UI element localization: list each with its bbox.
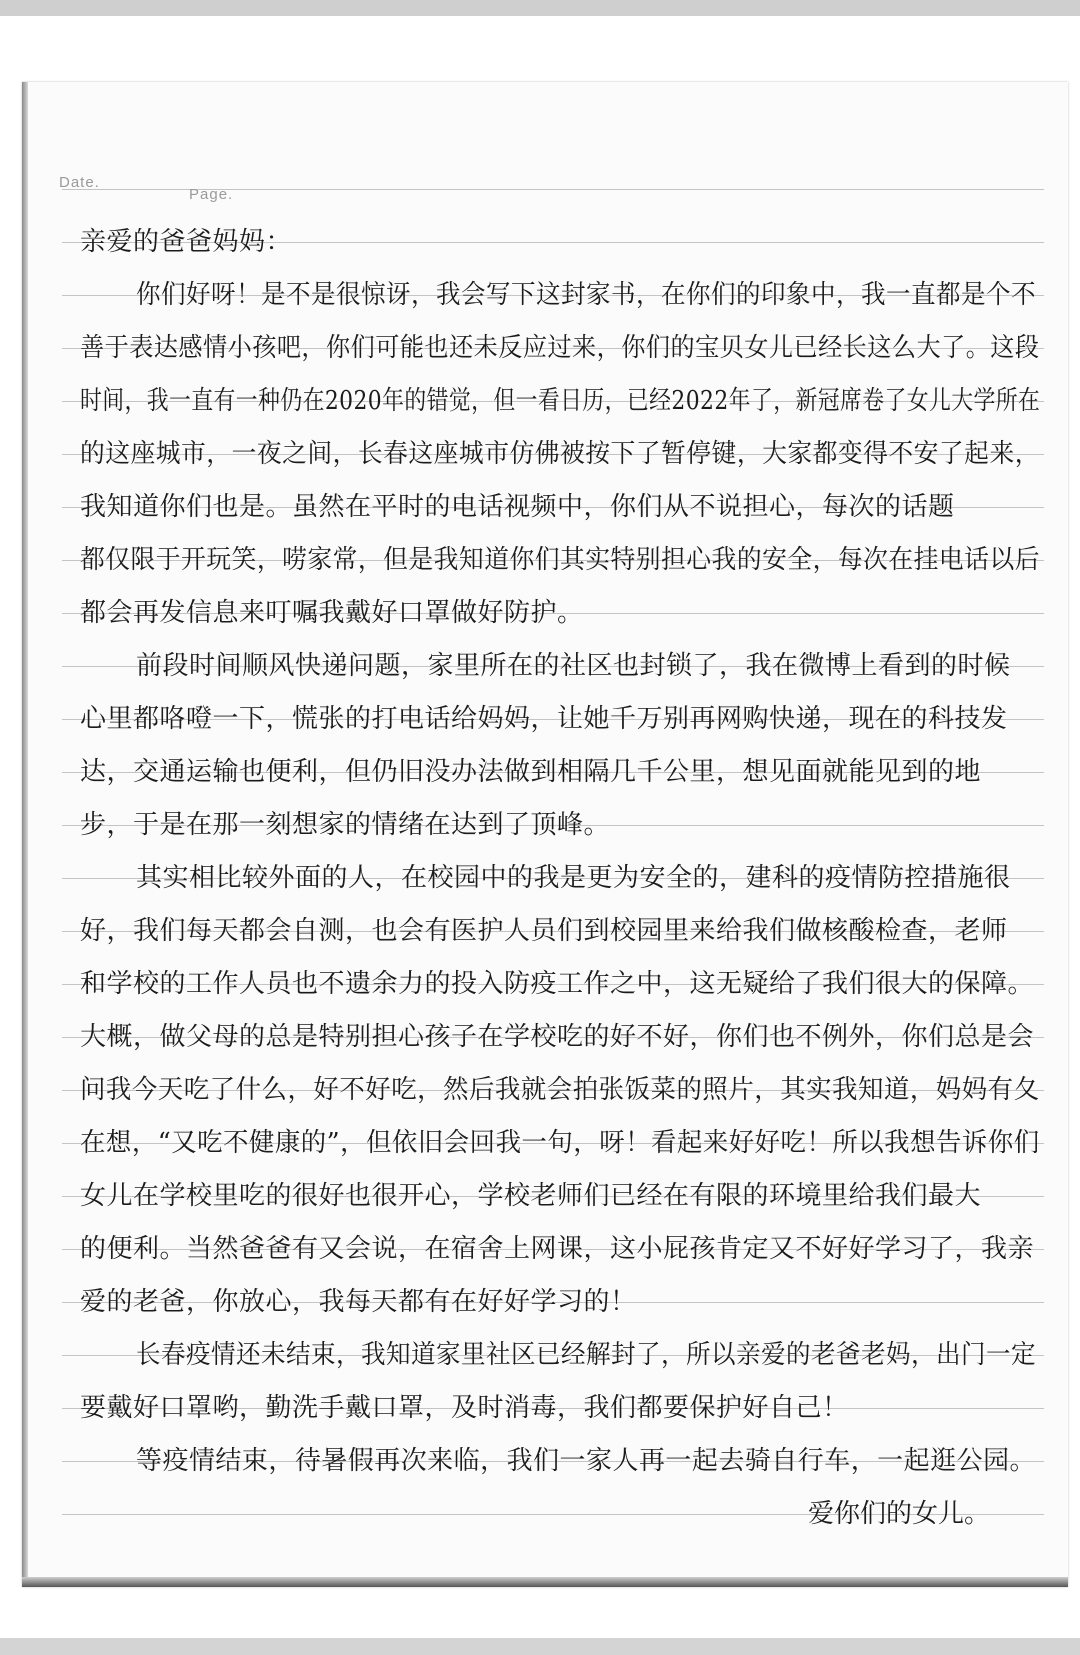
- page-label: Page.: [189, 186, 234, 203]
- letter-line: 我知道你们也是。虽然在平时的电话视频中，你们从不说担心，每次的话题: [80, 492, 955, 522]
- letter-line: 你们好呀！是不是很惊讶，我会写下这封家书，在你们的印象中，我一直都是个不: [136, 280, 1037, 310]
- date-label: Date.: [59, 174, 100, 191]
- bottom-background-band: [0, 1638, 1080, 1655]
- letter-line: 好，我们每天都会自测，也会有医护人员们到校园里来给我们做核酸检查，老师: [80, 916, 1008, 946]
- letter-line: 都仅限于开玩笑，唠家常，但是我知道你们其实特别担心我的安全，每次在挂电话以后: [80, 545, 1040, 575]
- page-header: [59, 174, 1039, 204]
- letter-line: 时间，我一直有一种仍在2020年的错觉，但一看日历，已经2022年了，新冠席卷了女儿大学所在: [80, 386, 1041, 416]
- letter-line: 在想，“又吃不健康的”，但依旧会回我一句，呀！看起来好好吃！所以我想告诉你们: [80, 1128, 1040, 1158]
- top-background-band: [0, 0, 1080, 16]
- notebook-page: [22, 82, 1068, 1587]
- letter-signature: 爱你们的女儿。: [807, 1499, 990, 1529]
- letter-line: 达，交通运输也便利，但仍旧没办法做到相隔几千公里，想见面就能见到的地: [80, 757, 982, 787]
- letter-line: 的便利。当然爸爸有又会说，在宿舍上网课，这小屁孩肯定又不好好学习了，我亲: [80, 1234, 1035, 1264]
- page-bottom-shadow: [22, 1577, 1068, 1587]
- letter-greeting: 亲爱的爸爸妈妈：: [80, 227, 293, 257]
- letter-line: 善于表达感情小孩吧，你们可能也还未反应过来，你们的宝贝女儿已经长这么大了。这段: [80, 333, 1040, 363]
- letter-line: 都会再发信息来叮嘱我戴好口罩做好防护。: [80, 598, 584, 628]
- letter-line: 步，于是在那一刻想家的情绪在达到了顶峰。: [80, 810, 611, 840]
- letter-line: 等疫情结束，待暑假再次来临，我们一家人再一起去骑自行车，一起逛公园。: [136, 1446, 1037, 1476]
- letter-line: 和学校的工作人员也不遗余力的投入防疫工作之中，这无疑给了我们很大的保障。: [80, 969, 1035, 999]
- letter-line: 爱的老爸，你放心，我每天都有在好好学习的！: [80, 1287, 637, 1317]
- letter-line: 问我今天吃了什么，好不好吃，然后我就会拍张饭菜的照片，其实我知道，妈妈有夂: [80, 1075, 1040, 1105]
- letter-line: 要戴好口罩哟，勤洗手戴口罩，及时消毒，我们都要保护好自己！: [80, 1393, 849, 1423]
- letter-line: 的这座城市，一夜之间，长春这座城市仿佛被按下了暂停键，大家都变得不安了起来，: [80, 439, 1040, 469]
- letter-line: 心里都咯噔一下，慌张的打电话给妈妈，让她千万别再网购快递，现在的科技发: [80, 704, 1008, 734]
- letter-line: 前段时间顺风快递问题，家里所在的社区也封锁了，我在微博上看到的时候: [136, 651, 1011, 681]
- letter-line: 大概，做父母的总是特别担心孩子在学校吃的好不好，你们也不例外，你们总是会: [80, 1022, 1035, 1052]
- letter-line: 女儿在学校里吃的很好也很开心，学校老师们已经在有限的环境里给我们最大: [80, 1181, 982, 1211]
- page-left-shadow: [22, 82, 28, 1587]
- letter-line: 其实相比较外面的人，在校园中的我是更为安全的，建科的疫情防控措施很: [136, 863, 1011, 893]
- letter-line: 长春疫情还未结束，我知道家里社区已经解封了，所以亲爱的老爸老妈，出门一定: [136, 1340, 1037, 1370]
